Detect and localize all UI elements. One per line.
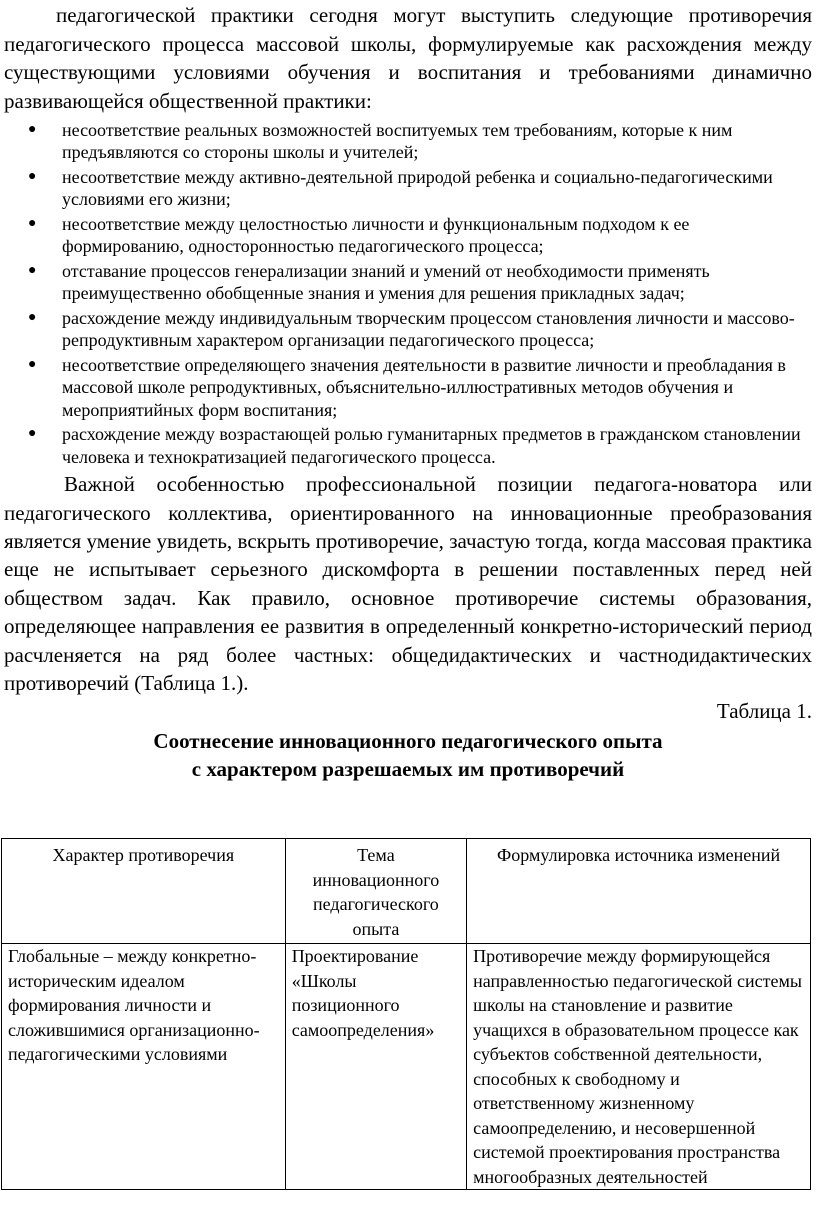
list-item: ● несоответствие между активно-деятельной природой ребенка и социально-педагогическими условиями его жизни;: [28, 166, 773, 210]
table-caption: Таблица 1.: [716, 699, 812, 724]
column-header: Формулировка источника изменений: [467, 839, 811, 944]
list-item: ● расхождение между возрастающей ролью гуманитарных предметов в гражданском становлении человека и технократизацией педагогического процесса.: [28, 424, 801, 467]
main-paragraph: Важной особенностью профессиональной позиции педагога-новатора или педагогического коллектива, ориентированного на инновационные преобразования является умение увидеть, вскрыть противоречие, зачастую тогда, когда массовая практика еще не испытывает серьезного дискомфорта в решении поставленных перед ней обществом задач. Как правило, основное противоречие системы образования, определяющее направления ее развития в определенный конкретно-исторический период расчленяется на ряд более частных: общедидактических и частнодидактических противоречий (Таблица 1.).: [4, 472, 812, 696]
bullet-icon: ●: [28, 309, 37, 325]
list-item: ● отставание процессов генерализации знаний и умений от необходимости применять преимущественно обобщенные знания и умения для решения прикладных задач;: [28, 260, 710, 304]
column-header: Тема инновационного педагогического опыта: [285, 839, 466, 944]
bullet-icon: ●: [28, 168, 37, 184]
bullet-icon: ●: [28, 356, 37, 372]
list-item: ● расхождение между индивидуальным творческим процессом становления личности и массово-репродуктивным характером организации педагогического процесса;: [28, 307, 795, 351]
bullet-icon: ●: [28, 426, 37, 442]
bullet-icon: ●: [28, 262, 37, 278]
contradictions-table: [1, 838, 811, 1190]
list-item: ● несоответствие между целостностью личности и функциональным подходом к ее формированию, односторонностью педагогического процесса;: [28, 213, 690, 257]
list-item: ● несоответствие определяющего значения деятельности в развитие личности и преобладания в массовой школе репродуктивных, объяснительно-иллюстративных методов обучения и мероприятийных форм воспитания;: [28, 354, 786, 420]
table-cell: Проектирование «Школы позиционного самоопределения»: [285, 944, 466, 1190]
contradictions-list: [0, 119, 816, 468]
table-row: [2, 944, 811, 1190]
list-item: ● несоответствие реальных возможностей воспитуемых тем требованиям, которые к ним предъявляются со стороны школы и учителей;: [28, 120, 733, 163]
bullet-icon: ●: [28, 122, 37, 137]
table-title: Соотнесение инновационного педагогического опыта с характером разрешаемых им противоречий: [153, 729, 663, 782]
intro-paragraph: педагогической практики сегодня могут выступить следующие противоречия педагогического процесса массовой школы, формулируемые как расхождения между существующими условиями обучения и воспитания и требованиями динамично развивающейся общественной практики:: [4, 3, 812, 113]
table-cell: Противоречие между формирующейся направленностью педагогической системы школы на становление и развитие учащихся в образовательном процессе как субъектов собственной деятельности, способных к свободному и ответственному жизненному самоопределению, и несовершенной системой проектирования пространства многообразных деятельностей: [467, 944, 811, 1190]
bullet-icon: ●: [28, 215, 37, 231]
table-header-row: [2, 839, 811, 944]
column-header: Характер противоречия: [2, 839, 286, 944]
table-cell: Глобальные – между конкретно-историческим идеалом формирования личности и сложившимися организационно-педагогическими условиями: [2, 944, 286, 1190]
